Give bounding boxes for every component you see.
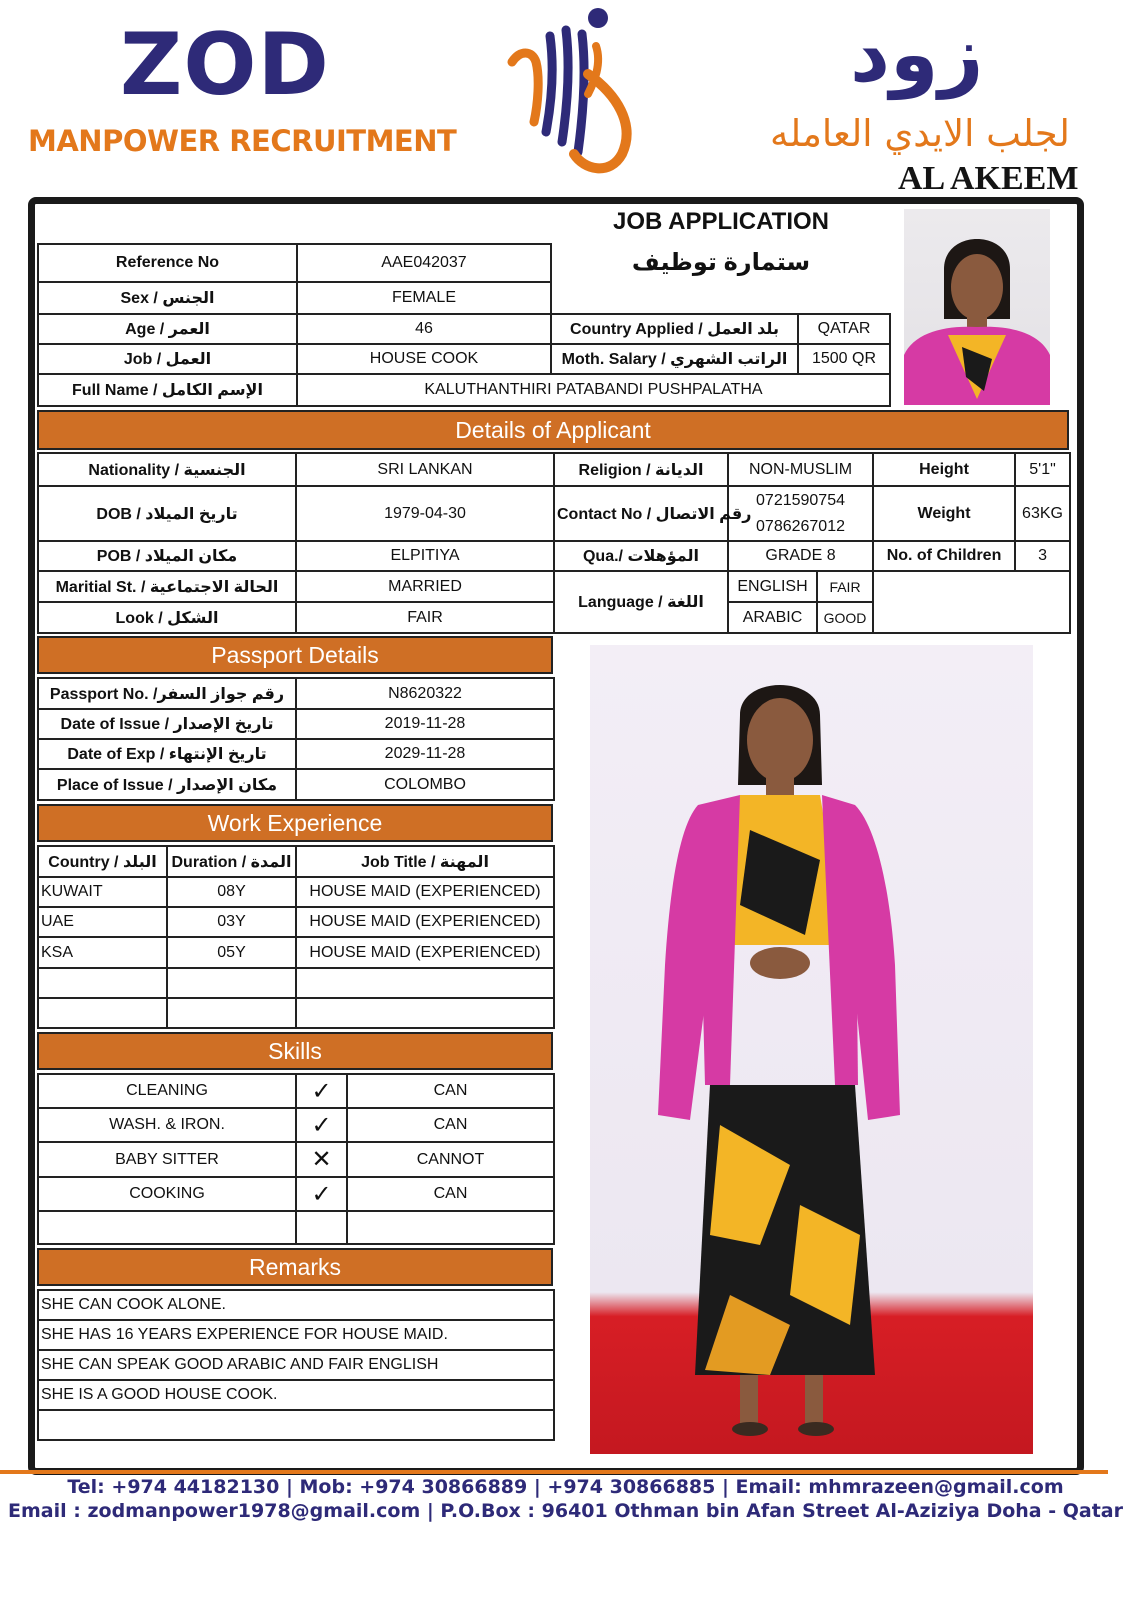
cross-icon: ✕ xyxy=(296,1142,347,1177)
applicant-fullbody-icon xyxy=(590,645,1033,1454)
passport-heading: Passport Details xyxy=(37,636,553,674)
list-item xyxy=(38,1380,554,1410)
list-item xyxy=(38,1290,554,1320)
remark-line: SHE HAS 16 YEARS EXPERIENCE FOR HOUSE MAID. xyxy=(38,1320,554,1350)
passport-number-value: N8620322 xyxy=(296,678,554,709)
language-label: Language / اللغة xyxy=(554,571,728,633)
brand-name-en: ZOD xyxy=(120,15,330,115)
sex-label: Sex / الجنس xyxy=(38,282,297,314)
table-row-empty xyxy=(38,968,554,998)
marital-label: Maritial St. / الحالة الاجتماعية xyxy=(38,571,296,602)
table-row xyxy=(38,1108,554,1142)
work-col-title: Job Title / المهنة xyxy=(296,846,554,877)
fullname-label: Full Name / الإسم الكامل xyxy=(38,374,297,406)
footer-divider xyxy=(0,1470,1108,1474)
work-duration: 05Y xyxy=(167,937,296,968)
contact-label: Contact No / رقم الاتصال xyxy=(554,486,728,541)
salary-label: Moth. Salary / الراتب الشهري xyxy=(551,344,798,374)
work-col-country: Country / البلد xyxy=(38,846,167,877)
weight-value: 63KG xyxy=(1015,486,1070,541)
footer-contact-line-1: Tel: +974 44182130 | Mob: +974 30866889 | +974 30866885 | Email: mhmrazeen@gmail.com xyxy=(67,1476,1064,1498)
work-duration: 03Y xyxy=(167,907,296,937)
work-country: UAE xyxy=(38,907,167,937)
remarks-heading: Remarks xyxy=(37,1248,553,1286)
passport-place-label: Place of Issue / مكان الإصدار xyxy=(38,769,296,800)
list-item xyxy=(38,1320,554,1350)
skill-status: CANNOT xyxy=(347,1142,554,1177)
remark-line: SHE CAN COOK ALONE. xyxy=(38,1290,554,1320)
height-label: Height xyxy=(873,453,1015,486)
age-value: 46 xyxy=(297,314,551,344)
table-row xyxy=(38,907,554,937)
marital-value: MARRIED xyxy=(296,571,554,602)
skills-heading: Skills xyxy=(37,1032,553,1070)
passport-table xyxy=(37,677,555,801)
age-label: Age / العمر xyxy=(38,314,297,344)
check-icon: ✓ xyxy=(296,1177,347,1211)
weight-label: Weight xyxy=(873,486,1015,541)
religion-value: NON-MUSLIM xyxy=(728,453,873,486)
brand-alakeem: AL AKEEM xyxy=(898,160,1079,197)
work-heading: Work Experience xyxy=(37,804,553,842)
passport-issue-value: 2019-11-28 xyxy=(296,709,554,739)
work-duration: 08Y xyxy=(167,877,296,907)
pob-value: ELPITIYA xyxy=(296,541,554,571)
qualification-value: GRADE 8 xyxy=(728,541,873,571)
skill-name: BABY SITTER xyxy=(38,1142,296,1177)
contact-value-1: 0721590754 xyxy=(756,491,845,509)
brand-name-ar: زود xyxy=(850,10,984,100)
dob-value: 1979-04-30 xyxy=(296,486,554,541)
skills-table xyxy=(37,1073,555,1245)
work-country: KSA xyxy=(38,937,167,968)
details-table xyxy=(37,452,1071,634)
table-row-empty xyxy=(38,1211,554,1244)
sex-value: FEMALE xyxy=(297,282,551,314)
country-applied-label: Country Applied / بلد العمل xyxy=(551,314,798,344)
skill-name: WASH. & IRON. xyxy=(38,1108,296,1142)
company-logo-icon xyxy=(498,4,648,182)
brand-subtitle-en: MANPOWER RECRUITMENT xyxy=(28,124,457,158)
remarks-table xyxy=(37,1289,555,1441)
children-value: 3 xyxy=(1015,541,1070,571)
height-value: 5'1" xyxy=(1015,453,1070,486)
table-row xyxy=(38,937,554,968)
contact-value-2: 0786267012 xyxy=(756,517,845,535)
salary-value: 1500 QR xyxy=(798,344,890,374)
work-title: HOUSE MAID (EXPERIENCED) xyxy=(296,937,554,968)
applicant-photo-small xyxy=(904,209,1050,405)
children-label: No. of Children xyxy=(873,541,1015,571)
remark-line: SHE IS A GOOD HOUSE COOK. xyxy=(38,1380,554,1410)
details-heading: Details of Applicant xyxy=(37,410,1069,450)
remark-line: SHE CAN SPEAK GOOD ARABIC AND FAIR ENGLISH xyxy=(38,1350,554,1380)
check-icon: ✓ xyxy=(296,1108,347,1142)
skill-status: CAN xyxy=(347,1108,554,1142)
nationality-value: SRI LANKAN xyxy=(296,453,554,486)
table-row-empty xyxy=(38,1410,554,1440)
applicant-photo-large xyxy=(590,645,1033,1454)
country-applied-value: QATAR xyxy=(798,314,890,344)
check-icon: ✓ xyxy=(296,1074,347,1108)
work-country: KUWAIT xyxy=(38,877,167,907)
skill-status: CAN xyxy=(347,1177,554,1211)
footer-contact-line-2: Email : zodmanpower1978@gmail.com | P.O.Box : 96401 Othman bin Afan Street Al-Aziziya Doha - Qatar xyxy=(8,1500,1123,1522)
reference-label: Reference No xyxy=(38,244,297,282)
dob-label: DOB / تاريخ الميلاد xyxy=(38,486,296,541)
nationality-label: Nationality / الجنسية xyxy=(38,453,296,486)
reference-value: AAE042037 xyxy=(297,244,551,282)
passport-place-value: COLOMBO xyxy=(296,769,554,800)
skill-name: CLEANING xyxy=(38,1074,296,1108)
pob-label: POB / مكان الميلاد xyxy=(38,541,296,571)
lang2-level: GOOD xyxy=(817,602,873,633)
list-item xyxy=(38,1350,554,1380)
job-value: HOUSE COOK xyxy=(297,344,551,374)
qualification-label: Qua./ المؤهلات xyxy=(554,541,728,571)
table-row xyxy=(38,877,554,907)
form-title-ar: ستمارة توظيف xyxy=(631,249,811,276)
work-title: HOUSE MAID (EXPERIENCED) xyxy=(296,877,554,907)
skill-status: CAN xyxy=(347,1074,554,1108)
lang2-name: ARABIC xyxy=(728,602,817,633)
skill-name: COOKING xyxy=(38,1177,296,1211)
table-row xyxy=(38,1074,554,1108)
passport-issue-label: Date of Issue / تاريخ الإصدار xyxy=(38,709,296,739)
lang1-level: FAIR xyxy=(817,571,873,602)
basic-info-table xyxy=(37,243,891,407)
look-value: FAIR xyxy=(296,602,554,633)
table-row xyxy=(38,1177,554,1211)
passport-exp-label: Date of Exp / تاريخ الإنتهاء xyxy=(38,739,296,769)
fullname-value: KALUTHANTHIRI PATABANDI PUSHPALATHA xyxy=(297,374,890,406)
work-col-duration: Duration / المدة xyxy=(167,846,296,877)
work-table xyxy=(37,845,555,1029)
lang1-name: ENGLISH xyxy=(728,571,817,602)
brand-subtitle-ar: لجلب الايدي العامله xyxy=(770,112,1070,155)
form-title: JOB APPLICATION xyxy=(612,208,829,235)
passport-number-label: Passport No. /رقم جواز السفر xyxy=(38,678,296,709)
passport-exp-value: 2029-11-28 xyxy=(296,739,554,769)
work-title: HOUSE MAID (EXPERIENCED) xyxy=(296,907,554,937)
applicant-portrait-icon xyxy=(904,209,1050,405)
table-row-empty xyxy=(38,998,554,1028)
table-row xyxy=(38,1142,554,1177)
religion-label: Religion / الديانة xyxy=(554,453,728,486)
look-label: Look / الشكل xyxy=(38,602,296,633)
job-label: Job / العمل xyxy=(38,344,297,374)
